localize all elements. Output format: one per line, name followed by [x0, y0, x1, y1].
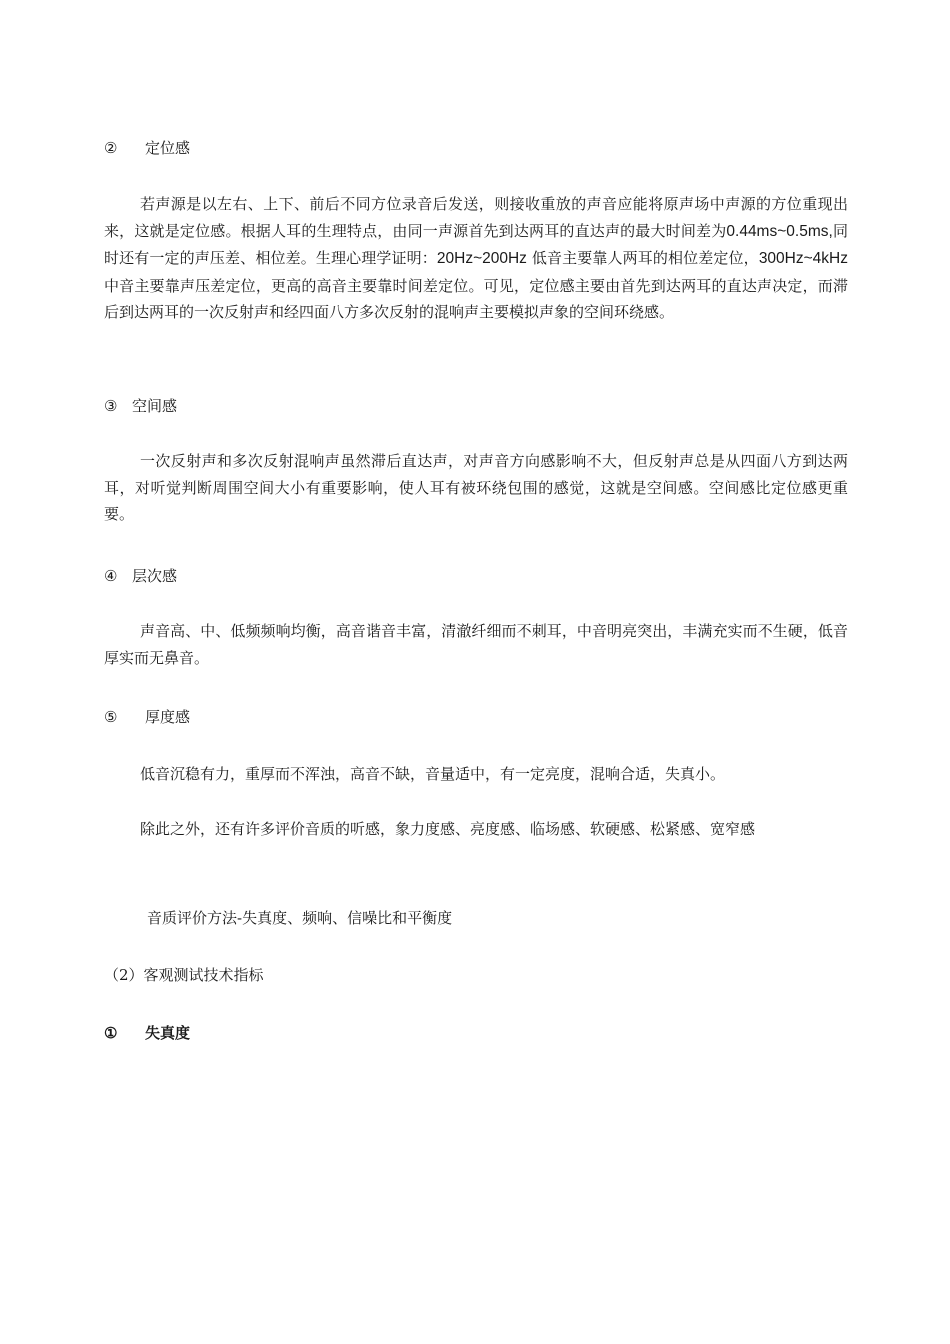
section-title: 层次感 [132, 567, 178, 585]
paragraph-text: 同时还有一定的声压差、相位差。生理心理学证明： [104, 221, 848, 267]
section-heading-layering [104, 566, 177, 586]
section-heading-distortion [104, 1023, 190, 1043]
paragraph-text: 低音主要靠人两耳的相位差定位， [526, 249, 759, 267]
section-title: 定位感 [145, 139, 191, 157]
paragraph-localization [104, 191, 848, 326]
section-number: ③ [104, 397, 118, 415]
method-title: 音质评价方法-失真度、频响、信噪比和平衡度 [147, 909, 453, 927]
section-title: 厚度感 [145, 708, 191, 726]
section-number: ④ [104, 567, 118, 585]
section-title: 空间感 [132, 397, 178, 415]
paragraph-thickness: 低音沉稳有力，重厚而不浑浊，高音不缺，音量适中，有一定亮度，混响合适，失真小。 [140, 765, 726, 783]
paragraph-spatial: 一次反射声和多次反射混响声虽然滞后直达声，对声音方向感影响不大，但反射声总是从四面八方到达两耳，对听觉判断周围空间大小有重要影响，使人耳有被环绕包围的感觉，这就是空间感。空间感比定位感更重要。 [104, 452, 848, 523]
paragraph-other-listening: 除此之外，还有许多评价音质的听感，象力度感、亮度感、临场感、软硬感、松紧感、宽窄感 [140, 820, 756, 838]
section-number: ① [104, 1024, 118, 1042]
section-number: ⑤ [104, 708, 118, 726]
paragraph-latin-value: 0.44ms~0.5ms, [726, 222, 833, 240]
section-heading-localization [104, 138, 190, 158]
paragraph-text: 中音主要靠声压差定位，更高的高音主要靠时间差定位。可见，定位感主要由首先到达两耳的直达声决定，而滞后到达两耳的一次反射声和经四面八方多次反射的混响声主要模拟声象的空间环绕感。 [104, 276, 848, 321]
section-heading-spatial [104, 396, 177, 416]
section-heading-thickness [104, 707, 190, 727]
section-number: ② [104, 139, 118, 157]
objective-heading: （2）客观测试技术指标 [104, 966, 264, 984]
paragraph-text: 若声源是以左右、上下、前后不同方位录音后发送，则接收重放的声音应能将原声场中声源的方位重现出来，这就是定位感。根据人耳的生理特点，由同一声源首先到达两耳的直达声的最大时间差为 [104, 195, 848, 240]
paragraph-latin-value: 20Hz~200Hz [436, 250, 527, 267]
section-title: 失真度 [145, 1024, 191, 1042]
paragraph-latin-value: 300Hz~4kHz [758, 250, 848, 267]
paragraph-layering: 声音高、中、低频频响均衡，高音谐音丰富，清澈纤细而不刺耳，中音明亮突出，丰满充实而不生硬，低音厚实而无鼻音。 [104, 622, 848, 667]
